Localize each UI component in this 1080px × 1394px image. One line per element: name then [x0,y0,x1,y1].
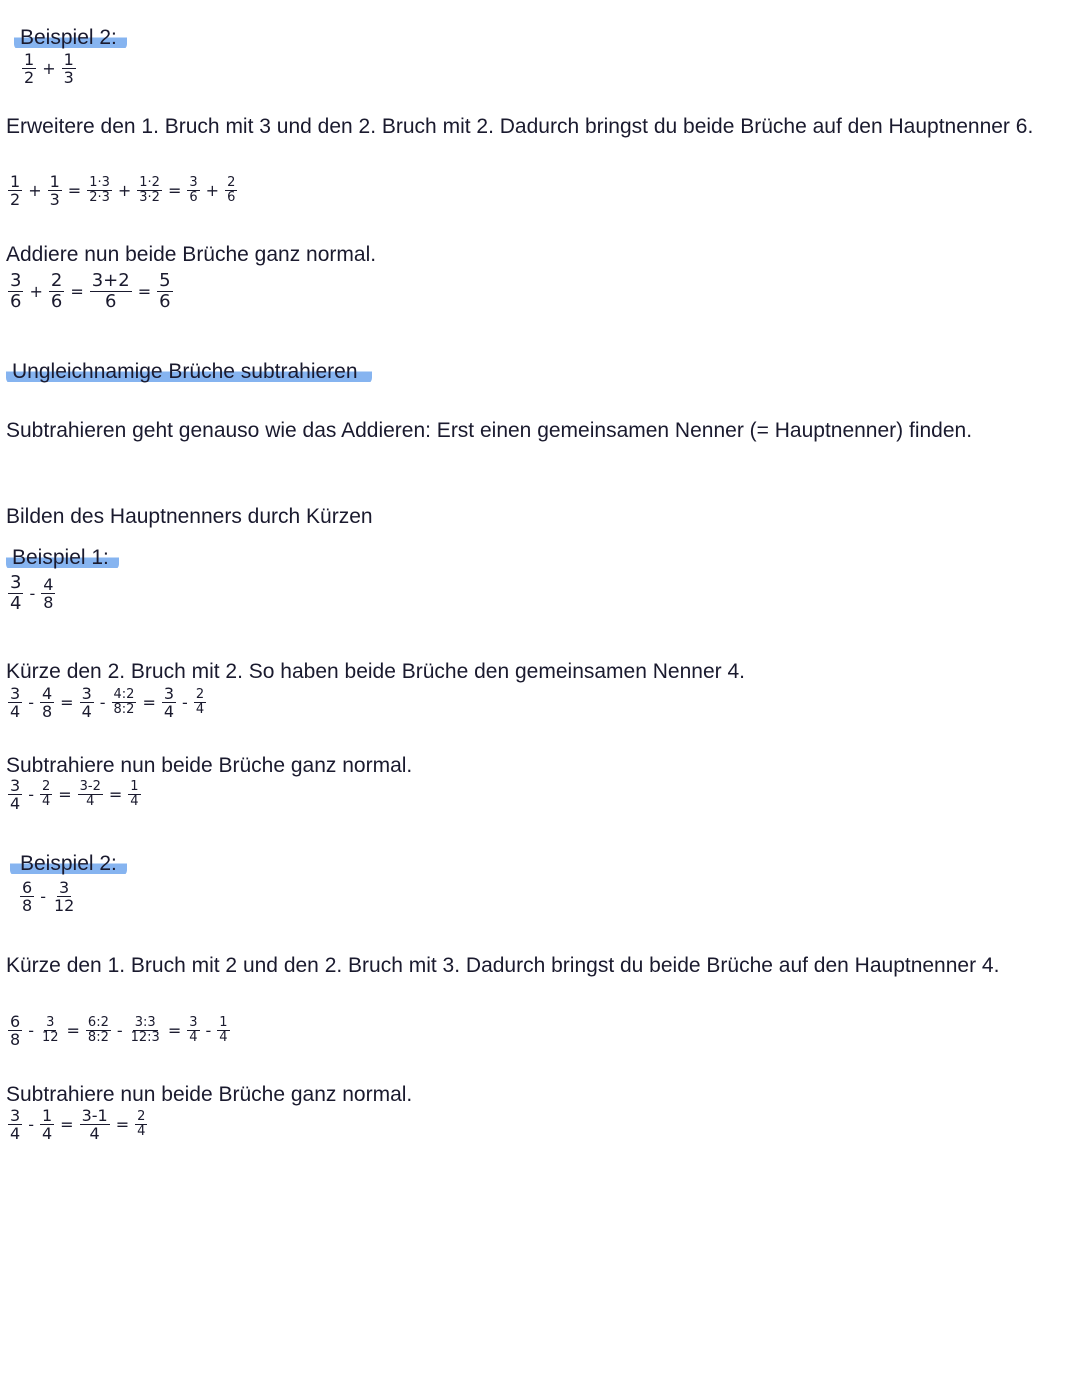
numerator: 1 [219,1015,228,1030]
numerator: 2 [137,1109,146,1124]
operator: = [67,181,82,200]
numerator: 3-2 [79,779,101,794]
paragraph: Subtrahieren geht genauso wie das Addieren: Erst einen gemeinsamen Nenner (= Hauptnenner) finden. [6,419,973,442]
denominator: 6 [227,190,236,205]
operator: - [182,693,188,712]
operator: + [29,282,43,301]
math-calculation [6,1014,232,1047]
denominator: 6 [50,291,63,312]
math-calculation [6,1108,149,1141]
fraction [160,686,178,719]
fraction [110,689,139,716]
fraction [38,1108,56,1141]
denominator: 8 [10,1030,21,1049]
operator: = [70,282,84,301]
denominator: 4 [163,702,175,721]
fraction [78,686,96,719]
numerator: 1 [10,172,21,191]
denominator: 4 [189,1030,198,1045]
numerator: 2 [227,175,236,190]
denominator: 12 [53,896,75,915]
operator: = [167,1021,182,1040]
operator: - [28,1021,34,1040]
fraction [39,577,57,610]
numerator: 3+2 [91,270,130,291]
denominator: 8:2 [87,1030,109,1045]
denominator: 4 [195,702,205,717]
fraction [78,1108,112,1141]
fraction [192,689,208,716]
numerator: 3 [46,1015,55,1030]
operator: - [28,693,34,712]
numerator: 1 [24,50,35,69]
fraction [76,781,105,808]
denominator: 4 [86,794,95,809]
operator: - [29,584,36,603]
fraction [85,177,114,204]
math-calculation [6,272,175,311]
paragraph: Kürze den 1. Bruch mit 2 und den 2. Bruch mit 3. Dadurch bringst du beide Brüche auf den Hauptnenner 4. [6,954,1000,977]
denominator: 2·3 [89,190,110,205]
denominator: 12:3 [130,1030,160,1045]
numerator: 2 [195,687,205,702]
fraction [185,177,201,204]
heading-beispiel-2-sub: Beispiel 2: [10,852,127,876]
fraction [18,880,36,913]
fraction [6,686,24,719]
numerator: 3 [10,270,22,291]
section-heading: Ungleichnamige Brüche subtrahieren [6,360,372,384]
numerator: 6 [10,1012,21,1031]
numerator: 4:2 [113,687,135,702]
denominator: 6 [159,291,171,312]
numerator: 3 [59,878,70,897]
denominator: 4 [137,1124,146,1139]
paragraph: Subtrahiere nun beide Brüche ganz normal. [6,754,413,777]
operator: - [205,1021,212,1040]
denominator: 4 [10,794,21,813]
denominator: 4 [89,1124,100,1143]
operator: - [116,1021,123,1040]
fraction [6,574,25,613]
denominator: 8:2 [113,702,135,717]
fraction [38,1017,63,1044]
operator: + [42,59,56,78]
operator: + [28,181,42,200]
denominator: 3·2 [139,190,160,205]
fraction [60,52,78,85]
operator: = [66,1021,80,1040]
operator: = [58,785,72,804]
paragraph: Erweitere den 1. Bruch mit 3 und den 2. Bruch mit 2. Dadurch bringst du beide Brüche auf den Hauptnenner 6. [6,115,1034,138]
math-expression [6,574,57,613]
denominator: 4 [10,702,21,721]
fraction [88,272,134,311]
operator: - [40,887,46,906]
paragraph: Kürze den 2. Bruch mit 2. So haben beide Brüche den gemeinsamen Nenner 4. [6,660,745,683]
fraction [6,1014,24,1047]
operator: = [108,785,123,804]
numerator: 3 [81,684,92,703]
numerator: 1 [41,1106,53,1125]
fraction [155,272,174,311]
fraction [135,177,164,204]
fraction [20,52,38,85]
numerator: 4 [41,684,53,703]
numerator: 1 [49,172,60,191]
fraction [47,272,66,311]
fraction [84,1017,113,1044]
denominator: 8 [22,896,33,915]
math-calculation [6,686,208,719]
fraction [215,1017,231,1044]
fraction [6,1108,24,1141]
numerator: 3 [10,684,21,703]
numerator: 1 [63,50,74,69]
denominator: 6 [10,291,22,312]
numerator: 5 [159,270,171,291]
denominator: 2 [10,190,21,209]
numerator: 1 [130,779,139,794]
numerator: 3 [10,1106,21,1125]
numerator: 6:2 [87,1015,109,1030]
denominator: 8 [41,702,53,721]
subheading: Bilden des Hauptnenners durch Kürzen [6,505,373,528]
fraction [46,174,64,207]
denominator: 4 [10,1124,21,1143]
numerator: 3 [10,776,21,795]
fraction [223,177,239,204]
fraction [126,781,142,808]
operator: - [28,785,34,804]
fraction [6,272,25,311]
denominator: 4 [219,1030,228,1045]
numerator: 6 [22,878,33,897]
fraction [127,1017,164,1044]
denominator: 8 [43,593,54,612]
operator: = [142,693,156,712]
numerator: 1·3 [89,175,110,190]
numerator: 1·2 [139,175,160,190]
operator: = [60,693,74,712]
denominator: 3 [49,190,60,209]
operator: = [137,282,152,301]
operator: - [99,693,106,712]
denominator: 2 [24,68,35,87]
denominator: 4 [41,1124,53,1143]
fraction [50,880,78,913]
numerator: 3-1 [81,1106,108,1125]
fraction [38,686,56,719]
numerator: 3 [10,572,22,593]
numerator: 2 [41,779,51,794]
paragraph: Subtrahiere nun beide Brüche ganz normal. [6,1083,413,1106]
operator: + [117,181,132,200]
denominator: 3 [63,68,74,87]
math-calculation [6,778,143,811]
denominator: 4 [81,702,92,721]
numerator: 2 [50,270,63,291]
fraction [133,1111,149,1138]
denominator: 4 [130,794,139,809]
denominator: 6 [104,291,117,312]
paragraph: Addiere nun beide Brüche ganz normal. [6,243,377,266]
numerator: 3 [163,684,175,703]
heading-beispiel-2-add: Beispiel 2: [14,26,127,50]
operator: = [60,1115,74,1134]
fraction [6,778,24,811]
math-expression [20,52,78,85]
denominator: 4 [41,794,51,809]
numerator: 3 [189,175,198,190]
operator: + [205,181,220,200]
fraction [6,174,24,207]
denominator: 4 [10,593,22,614]
fraction [38,781,54,808]
math-expression [18,880,78,913]
denominator: 12 [41,1030,59,1045]
numerator: 3:3 [134,1015,156,1030]
operator: - [28,1115,34,1134]
numerator: 4 [43,575,54,594]
operator: = [115,1115,130,1134]
math-calculation [6,174,239,207]
denominator: 6 [189,190,198,205]
fraction [185,1017,201,1044]
heading-beispiel-1-sub: Beispiel 1: [6,546,119,570]
operator: = [167,181,182,200]
numerator: 3 [189,1015,198,1030]
